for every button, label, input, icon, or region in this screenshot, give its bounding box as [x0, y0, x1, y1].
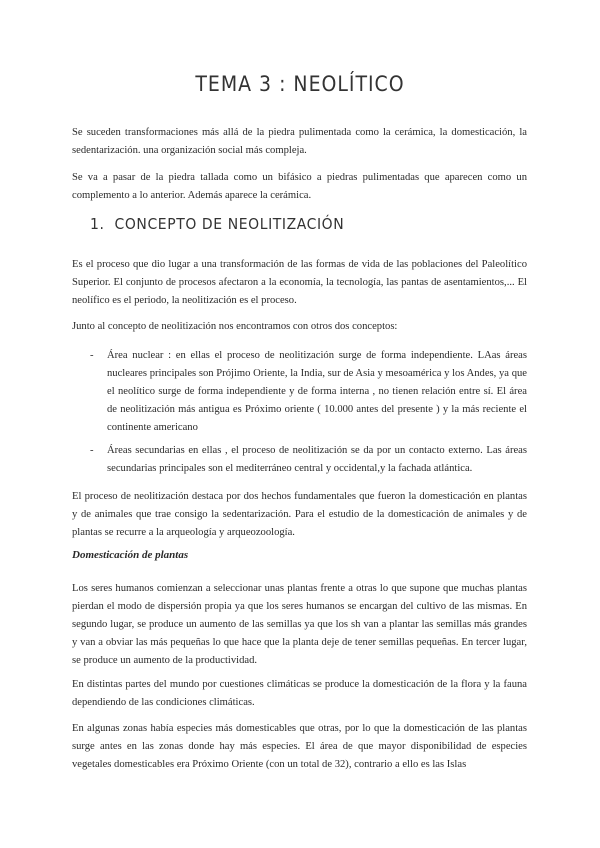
subsection-paragraph-2: En distintas partes del mundo por cuestiones climáticas se produce la domesticación de la flora y la fauna dependiendo de las condiciones climáticas. — [72, 679, 527, 708]
page-title: TEMA 3 : NEOLÍTICO — [195, 72, 405, 96]
section-heading-text: CONCEPTO DE NEOLITIZACIÓN — [114, 215, 345, 233]
intro-paragraph-2: Se va a pasar de la piedra tallada como un bifásico a piedras pulimentadas que aparecen como un complemento a lo anterior. Además aparece la cerámica. — [72, 172, 527, 201]
section-paragraph-2: Junto al concepto de neolitización nos encontramos con otros dos conceptos: — [72, 321, 398, 332]
bullet-text-area-nuclear: Área nuclear : en ellas el proceso de neolitización surge de forma independiente. LAas áreas nucleares principales son Prójimo Oriente, la India, sur de Asia y mesoamérica y los Andes, ya que el neolítico surge de forma independiente y de forma interna , no tienen relación entre sí. El área de neolitización más antigua es Próximo oriente ( 10.000 antes del presente ) y la más reciente el continente americano — [107, 350, 527, 433]
bullet-text-areas-secundarias: Áreas secundarias en ellas , el proceso de neolitización se da por un contacto externo. Las áreas secundarias principales son el mediterráneo central y occidental,y la fachada atlántica. — [107, 445, 527, 474]
intro-paragraph-1: Se suceden transformaciones más allá de la piedra pulimentada como la cerámica, la domesticación, la sedentarización. una organización social más compleja. — [72, 127, 527, 156]
subsection-heading: Domesticación de plantas — [72, 549, 189, 561]
subsection-paragraph-1: Los seres humanos comienzan a seleccionar unas plantas frente a otras lo que supone que muchas plantas pierdan el modo de dispersión propia ya que los seres humanos se encargan del cultivo de las mismas. En segundo lugar, se produce un aumento de las semillas ya que los sh van a plantar las semillas más grandes y van a obviar las más pequeñas lo que hace que la planta deje de tener semillas pequeñas. En tercer lugar, se produce un aumento de la productividad. — [72, 583, 527, 666]
section-paragraph-1: Es el proceso que dio lugar a una transformación de las formas de vida de las poblaciones del Paleolítico Superior. El conjunto de procesos afectaron a la economía, la tecnología, las pantas de asentamientos,... El neolífico es el periodo, la neolitización es el proceso. — [72, 259, 527, 306]
subsection-paragraph-3: En algunas zonas había especies más domesticables que otras, por lo que la domesticación de las plantas surge antes en las zonas donde hay más especies. El área de que mayor disponibilidad de especies vegetales domesticables era Próximo Oriente (con un total de 32), contrario a ello es las Islas — [72, 723, 527, 770]
section-heading — [90, 215, 344, 233]
section-paragraph-3: El proceso de neolitización destaca por dos hechos fundamentales que fueron la domesticación en plantas y de animales que trae consigo la sedentarización. Para el estudio de la domesticación de animales y de plantas se recurre a la arqueología y arqueozoología. — [72, 491, 527, 538]
section-number: 1. — [90, 215, 105, 233]
bullet-marker: - — [90, 350, 94, 361]
bullet-marker: - — [90, 445, 94, 456]
